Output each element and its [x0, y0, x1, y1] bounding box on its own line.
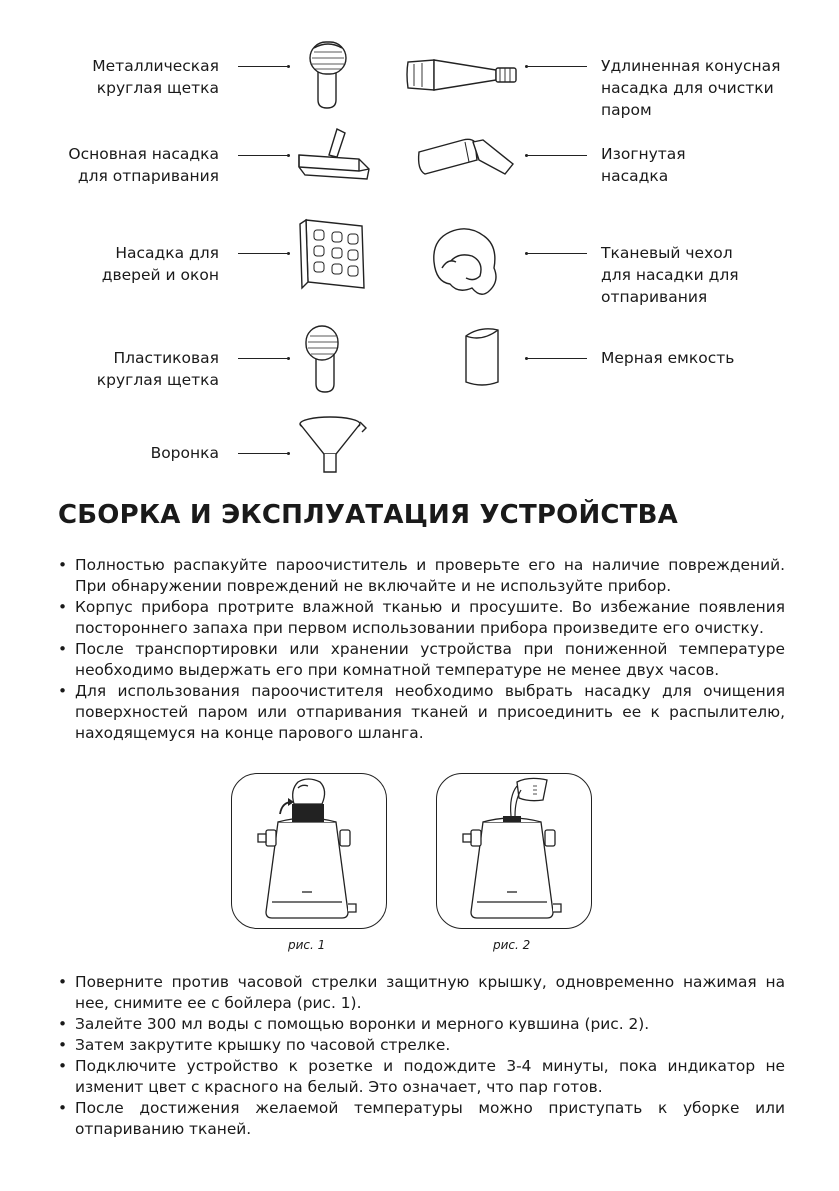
list-item: • Полностью распакуйте пароочиститель и проверьте его на наличие повреждений. При обнаружении повреждений не включайте и не используйте прибор. [58, 555, 785, 597]
label-metal-round-brush: Металлическая круглая щетка [92, 57, 219, 97]
main-steam-nozzle-icon [297, 125, 371, 183]
label-measuring-cup: Мерная емкость [601, 349, 735, 367]
leader-line [238, 253, 288, 254]
fabric-cover-icon [428, 222, 502, 298]
funnel-icon [298, 414, 368, 482]
figure-1-panel [231, 773, 387, 929]
list-item: • Для использования пароочистителя необходимо выбрать насадку для очищения поверхностей паром или отпаривания тканей и присоединить ее к распылителю, находящемуся на конце парового шланга. [58, 681, 785, 744]
leader-line [238, 358, 288, 359]
leader-line [238, 155, 288, 156]
leader-line [238, 66, 288, 67]
list-item: • После достижения желаемой температуры можно приступать к уборке или отпариванию тканей. [58, 1098, 785, 1140]
label-window-nozzle: Насадка для дверей и окон [101, 244, 219, 284]
list-item: • После транспортировки или хранении устройства при пониженной температуре необходимо выдержать его при комнатной температуре не менее двух часов. [58, 639, 785, 681]
plastic-round-brush-icon [300, 322, 350, 394]
label-curved-nozzle: Изогнутая насадка [601, 145, 686, 185]
list-item: • Корпус прибора протрите влажной тканью и просушите. Во избежание появления постороннего запаха при первом использовании прибора произведите его очистку. [58, 597, 785, 639]
window-nozzle-icon [298, 216, 368, 296]
boiler-cap-removal-illustration [232, 774, 386, 928]
leader-line [527, 253, 587, 254]
label-fabric-cover: Тканевый чехол для насадки для отпаривания [601, 244, 739, 306]
label-main-steam-nozzle: Основная насадка для отпаривания [68, 145, 219, 185]
list-item: • Поверните против часовой стрелки защитную крышку, одновременно нажимая на нее, снимите ее с бойлера (рис. 1). [58, 972, 785, 1014]
cone-nozzle-icon [404, 52, 522, 98]
water-filling-illustration [437, 774, 591, 928]
curved-nozzle-icon [413, 130, 519, 180]
filling-bullet-list [58, 972, 785, 1140]
metal-round-brush-icon [300, 38, 354, 110]
figure-1-caption: рис. 1 [288, 938, 326, 952]
measuring-cup-icon [460, 324, 504, 388]
figure-2-panel [436, 773, 592, 929]
leader-line [238, 453, 288, 454]
list-item: • Затем закрутите крышку по часовой стрелке. [58, 1035, 785, 1056]
list-item: • Залейте 300 мл воды с помощью воронки и мерного кувшина (рис. 2). [58, 1014, 785, 1035]
section-title: СБОРКА И ЭКСПЛУАТАЦИЯ УСТРОЙСТВА [58, 500, 678, 530]
figure-2-caption: рис. 2 [493, 938, 531, 952]
label-funnel: Воронка [150, 444, 219, 462]
setup-bullet-list [58, 555, 785, 744]
list-item: • Подключите устройство к розетке и подождите 3-4 минуты, пока индикатор не изменит цвет с красного на белый. Это означает, что пар готов. [58, 1056, 785, 1098]
label-cone-nozzle: Удлиненная конусная насадка для очистки паром [601, 57, 781, 119]
label-plastic-round-brush: Пластиковая круглая щетка [96, 349, 219, 389]
leader-line [527, 66, 587, 67]
leader-line [527, 358, 587, 359]
leader-line [527, 155, 587, 156]
